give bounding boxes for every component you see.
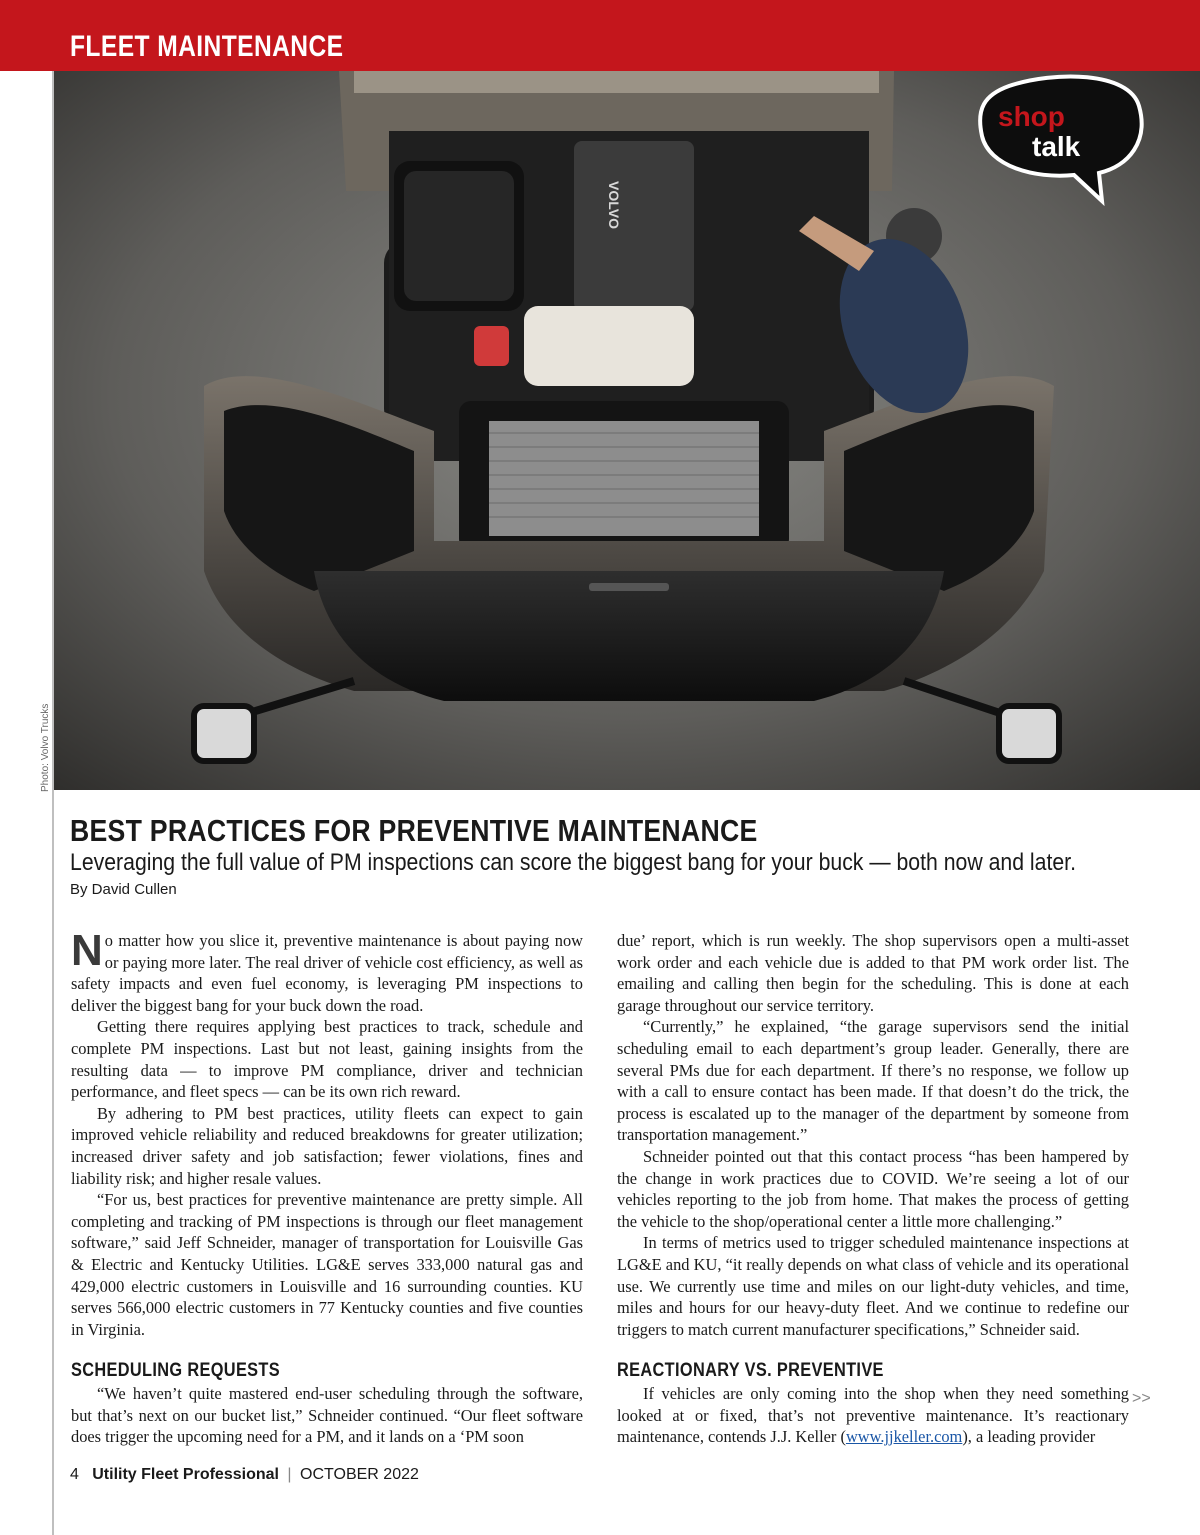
paragraph-10: If vehicles are only coming into the shop when they need something looked at or fixed, that’s not preventive maintenance. It’s reactionary maintenance, contends J.J. Keller (www.jjkeller.com), a leading provider: [617, 1384, 1129, 1447]
article-title: BEST PRACTICES FOR PREVENTIVE MAINTENANCE: [70, 813, 758, 848]
badge-talk-text: talk: [1032, 131, 1081, 162]
paragraph-7: “Currently,” he explained, “the garage supervisors send the initial scheduling email to each department’s group leader. Generally, there are several PMs due for each department. If there’s no response, we follow up with a call to ensure contact has been made. If that doesn’t do the trick, the process is escalated up to the manager of the department by someone from transportation management.”: [617, 1017, 1129, 1145]
article-byline: By David Cullen: [70, 881, 177, 898]
article-subtitle: Leveraging the full value of PM inspections can score the biggest bang for your buck — both now and later.: [70, 849, 1076, 876]
drop-cap: N: [71, 926, 103, 975]
section-label: FLEET MAINTENANCE: [70, 30, 344, 63]
paragraph-4: “For us, best practices for preventive maintenance are pretty simple. All completing and tracking of PM inspections is through our fleet management software,” said Jeff Schneider, manager of transportation for Louisville Gas & Electric and Kentucky Utilities. LG&E serves 333,000 natural gas and 429,000 electric customers in Louisville and 16 surrounding counties. KU serves 566,000 electric customers in 77 Kentucky counties and five counties in Virginia.: [71, 1190, 583, 1339]
jjkeller-link[interactable]: www.jjkeller.com: [845, 1427, 963, 1447]
publication-name: Utility Fleet Professional: [92, 1466, 279, 1483]
paragraph-2: Getting there requires applying best practices to track, schedule and complete PM inspections. Last but not least, gaining insights from the resulting data — to improve PM compliance, driver and technician performance, and fleet specs — can be its own rich reward.: [71, 1017, 583, 1102]
paragraph-9: In terms of metrics used to trigger scheduled maintenance inspections at LG&E and KU, “it really depends on what class of vehicle and its operational use. We currently use time and miles on our light-duty vehicles, and time, miles and hours for our heavy-duty fleet. And we continue to redefine our triggers to match current manufacturer specifications,” Schneider said.: [617, 1233, 1129, 1339]
page-number: 4: [70, 1466, 79, 1483]
paragraph-3: By adhering to PM best practices, utility fleets can expect to gain improved vehicle reliability and reduced breakdowns for greater utilization; increased driver safety and job satisfaction; fewer violations, fines and liability risk; and higher resale values.: [71, 1103, 583, 1188]
badge-shop-text: shop: [998, 101, 1065, 132]
paragraph-8: Schneider pointed out that this contact process “has been hampered by the change in work practices due to COVID. We’re seeing a lot of our vehicles reporting to the job from home. That makes the process of getting the vehicle to the shop/operational center a little more challenging.”: [617, 1146, 1129, 1231]
footer-separator: |: [287, 1466, 292, 1483]
subheading-scheduling-requests: SCHEDULING REQUESTS: [71, 1360, 280, 1382]
issue-date: OCTOBER 2022: [300, 1466, 419, 1483]
subheading-reactionary-vs-preventive: REACTIONARY VS. PREVENTIVE: [617, 1360, 884, 1382]
article-column-right: [617, 930, 1129, 1448]
hero-photo: [54, 71, 1200, 790]
paragraph-6: due’ report, which is run weekly. The shop supervisors open a multi-asset work order and each vehicle due is added to that PM work order list. The emailing and calling then begin for the scheduling. This is done at each garage throughout our service territory.: [617, 931, 1129, 1015]
page-footer: [70, 1466, 419, 1484]
paragraph-5: “We haven’t quite mastered end-user scheduling through the software, but that’s next on our bucket list,” Schneider continued. “Our fleet software does trigger the upcoming need for a PM, and it lands on a ‘PM soon: [71, 1384, 583, 1447]
article-column-left: [71, 926, 583, 1448]
continued-arrow-icon: >>: [1132, 1390, 1151, 1407]
photo-credit: Photo: Volvo Trucks: [40, 703, 51, 792]
engine-logo-text: VOLVO: [606, 181, 622, 229]
paragraph-1: No matter how you slice it, preventive maintenance is about paying now or paying more later. The real driver of vehicle cost efficiency, as well as safety impacts and even fuel economy, is leveraging PM inspections to deliver the biggest bang for your buck down the road.: [71, 926, 583, 1015]
